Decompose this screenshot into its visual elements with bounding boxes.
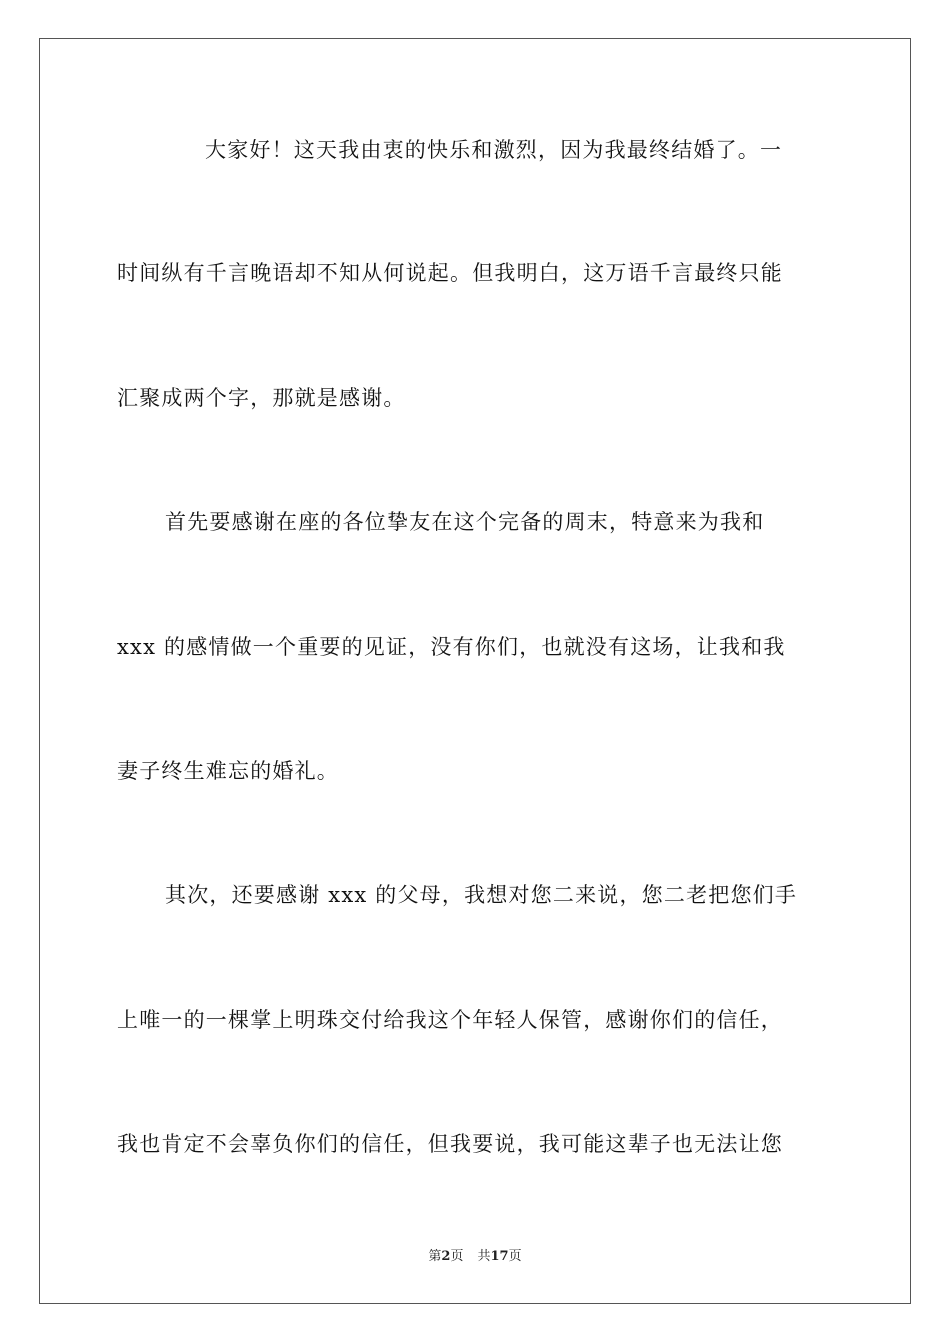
paragraph-1-line-2: 时间纵有千言晚语却不知从何说起。但我明白，这万语千言最终只能 [117,261,783,285]
total-page-count: 17 [490,1249,509,1264]
page-border [39,38,911,1304]
paragraph-1-line-1: 大家好！这天我由衷的快乐和激烈，因为我最终结婚了。一 [205,138,783,162]
total-unit: 页 [508,1249,522,1264]
paragraph-2-line-3: 妻子终生难忘的婚礼。 [117,759,339,783]
paragraph-3-line-2: 上唯一的一棵掌上明珠交付给我这个年轻人保管，感谢你们的信任， [117,1008,783,1032]
paragraph-3-line-3: 我也肯定不会辜负你们的信任，但我要说，我可能这辈子也无法让您 [117,1132,783,1156]
paragraph-2-line-1: 首先要感谢在座的各位挚友在这个完备的周末，特意来为我和 [165,510,765,534]
page-unit: 页 [450,1249,464,1264]
total-prefix: 共 [477,1249,491,1264]
paragraph-3-line-1: 其次，还要感谢 xxx 的父母，我想对您二来说，您二老把您们手 [165,883,798,907]
page-footer [0,1248,950,1266]
paragraph-2-line-2: xxx 的感情做一个重要的见证，没有你们，也就没有这场，让我和我 [117,635,786,659]
paragraph-1-line-3: 汇聚成两个字，那就是感谢。 [117,386,406,410]
current-page-number: 2 [441,1249,451,1264]
page-prefix: 第 [428,1249,442,1264]
